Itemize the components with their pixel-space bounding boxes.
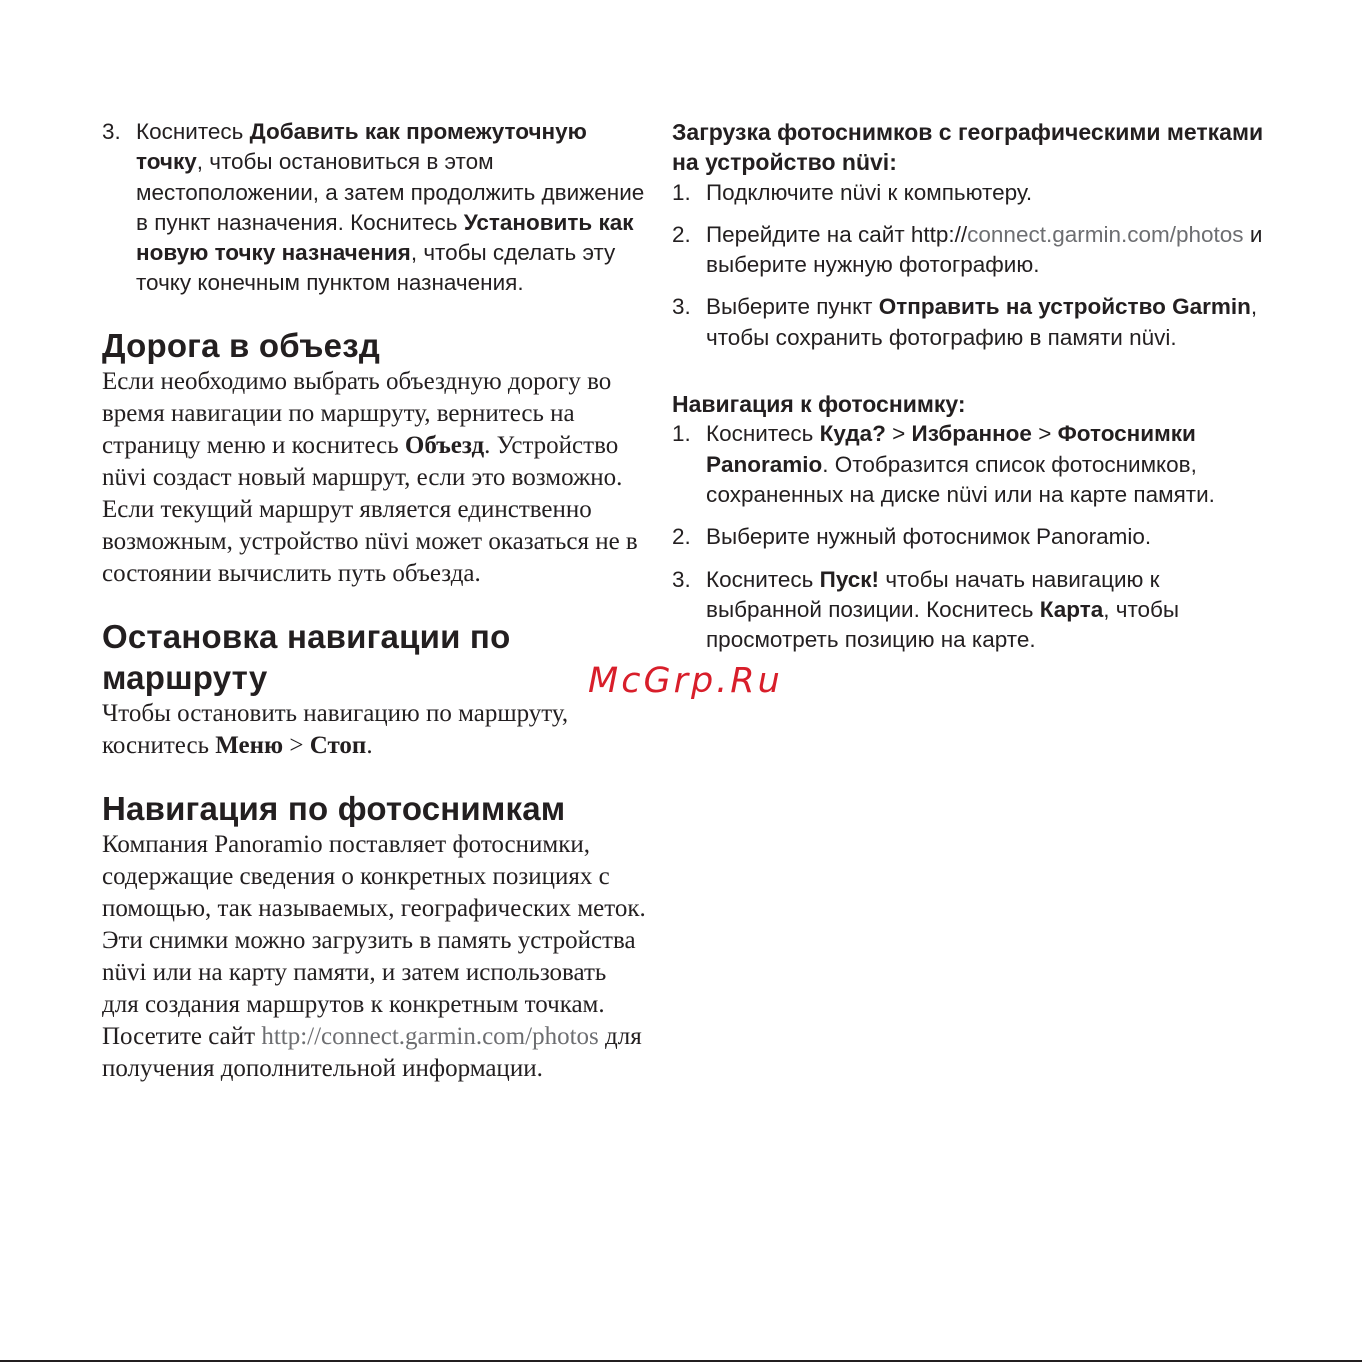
watermark: McGrp.Ru xyxy=(588,661,783,701)
section-heading-photo-navigation: Навигация по фотоснимкам xyxy=(102,789,566,827)
step-text: Перейдите на сайт http:// xyxy=(706,221,968,247)
step-number: 3. xyxy=(672,566,691,592)
list-item-navigate-step-1 xyxy=(672,419,1272,510)
step-number: 3. xyxy=(672,294,691,320)
photos-link[interactable]: connect.garmin.com/photos xyxy=(967,221,1244,247)
paragraph-text: Если необходимо выбрать объездную дорогу во время навигации по маршруту, вернитесь на страницу меню и коснитесь xyxy=(102,367,612,459)
go-option: Пуск! xyxy=(819,566,880,592)
list-item-step-3 xyxy=(102,117,647,299)
spacer xyxy=(672,365,1272,389)
step-text: Подключите nüvi к компьютеру. xyxy=(706,179,1033,205)
list-item-upload-step-3 xyxy=(672,292,1272,353)
section-heading-stop-navigation: Остановка навигации по маршруту xyxy=(102,617,511,696)
set-new-destination-option: Установить как новую точку назначения xyxy=(136,209,634,266)
step-number: 1. xyxy=(672,421,691,447)
path-separator: > xyxy=(283,731,310,759)
step-number: 2. xyxy=(672,524,691,550)
step-text: . Отобразится список фотоснимков, сохраненных на диске nüvi или на карте памяти. xyxy=(706,451,1215,507)
menu-option: Меню xyxy=(215,731,284,759)
panoramio-photos-option: Фотоснимки Panoramio xyxy=(706,421,1196,477)
step-text: , чтобы остановиться в этом местоположении, а затем продолжить движение в пункт назначения. Коснитесь xyxy=(136,149,645,235)
right-column xyxy=(672,117,1272,667)
step-text: , чтобы просмотреть позицию на карте. xyxy=(706,596,1180,653)
procedure-heading-upload: Загрузка фотоснимков с географическими метками на устройство nüvi: xyxy=(672,119,1264,176)
step-text: Коснитесь xyxy=(706,566,820,592)
step-number: 2. xyxy=(672,221,691,247)
procedure-heading-navigate-to-photo: Навигация к фотоснимку: xyxy=(672,391,966,418)
step-text: Выберите нужный фотоснимок Panoramio. xyxy=(706,524,1152,550)
paragraph-text: Компания Panoramio поставляет фотоснимки, содержащие сведения о конкретных позициях с помощью, так называемых, географических меток. Эти снимки можно загрузить в память устройства nüvi или на карту памяти, и затем использовать для создания маршрутов к конкретным точкам. Посетите сайт xyxy=(102,830,646,1050)
path-separator: > xyxy=(1031,421,1058,447)
paragraph-text: . xyxy=(366,731,373,759)
stop-navigation-paragraph xyxy=(102,698,647,762)
photo-navigation-paragraph xyxy=(102,829,647,1085)
photos-link[interactable]: http://connect.garmin.com/photos xyxy=(261,1022,599,1050)
step-text: Коснитесь xyxy=(136,119,250,144)
map-option: Карта xyxy=(1039,596,1104,622)
section-heading-detour: Дорога в объезд xyxy=(102,326,380,364)
step-text: чтобы начать навигацию к выбранной позиции. Коснитесь xyxy=(706,566,1160,622)
step-text: и выберите нужную фотографию. xyxy=(706,221,1263,278)
detour-option: Объезд xyxy=(404,431,485,459)
list-item-navigate-step-3 xyxy=(672,565,1272,656)
left-column xyxy=(102,117,647,1085)
paragraph-text: Чтобы остановить навигацию по маршруту, коснитесь xyxy=(102,699,569,759)
where-to-option: Куда? xyxy=(819,421,886,447)
paragraph-text: . Устройство nüvi создаст новый маршрут, если это возможно. Если текущий маршрут является единственно возможным, устройство nüvi может оказаться не в состоянии вычислить путь объезда. xyxy=(102,431,638,587)
list-item-upload-step-1 xyxy=(672,178,1272,208)
step-text: Выберите пункт xyxy=(706,294,879,320)
step-text: Коснитесь xyxy=(706,421,820,447)
paragraph-text: для получения дополнительной информации. xyxy=(102,1022,642,1082)
step-text: , чтобы сделать эту точку конечным пунктом назначения. xyxy=(136,240,616,296)
detour-paragraph xyxy=(102,366,647,590)
add-waypoint-option: Добавить как промежуточную точку xyxy=(136,119,587,175)
step-text: , чтобы сохранить фотографию в памяти nüvi. xyxy=(706,294,1258,350)
list-item-navigate-step-2 xyxy=(672,522,1272,552)
path-separator: > xyxy=(885,421,912,447)
step-number: 3. xyxy=(102,119,121,144)
list-item-upload-step-2 xyxy=(672,220,1272,281)
stop-option: Стоп xyxy=(309,731,367,759)
step-number: 1. xyxy=(672,179,691,205)
send-to-device-option: Отправить на устройство Garmin xyxy=(878,294,1251,320)
favorites-option: Избранное xyxy=(911,421,1032,447)
